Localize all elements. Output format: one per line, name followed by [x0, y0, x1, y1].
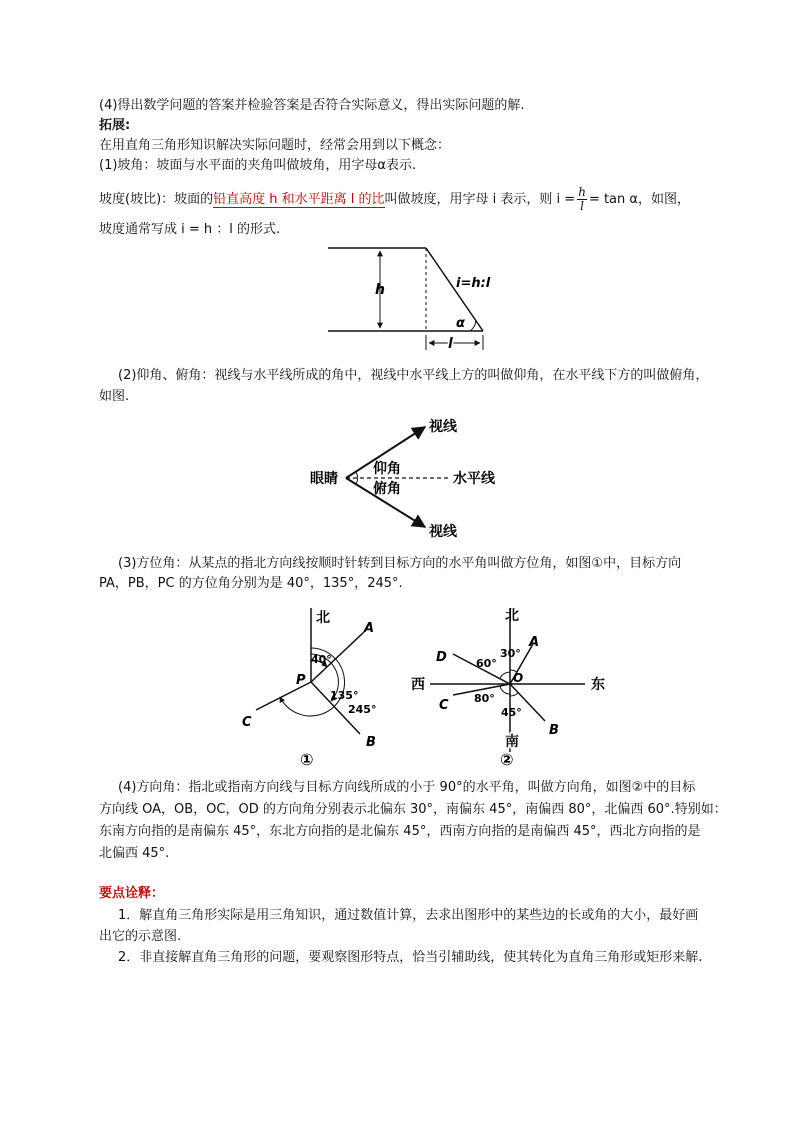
- angle-60-label: 60°: [476, 657, 497, 670]
- alpha-label: α: [456, 316, 465, 331]
- angle-45-label: 45°: [501, 706, 522, 719]
- point-b-label: B: [366, 735, 376, 750]
- fraction-numerator: h: [578, 185, 586, 199]
- slope-fraction: [577, 186, 587, 213]
- south-label: 南: [505, 734, 519, 750]
- origin-o-label: O: [513, 671, 524, 685]
- azimuth-text: (3)方位角：从某点的指北方向线按顺时针转到目标方向的水平角叫做方位角，如图①中，目标方向: [118, 556, 682, 571]
- h-label: h: [375, 282, 385, 298]
- depression-angle-label: 俯角: [373, 481, 401, 497]
- expand-intro: 在用直角三角形知识解决实际问题时，经常会用到以下概念：: [99, 138, 451, 153]
- azimuth-figure-1: [236, 600, 396, 770]
- slope-ratio-text: [99, 186, 690, 213]
- horizontal-label: 水平线: [453, 471, 495, 487]
- direction-text-2: 方向线 OA，OB，OC，OD 的方向角分别表示北偏东 30°，南偏东 45°，南偏西 80°，北偏西 60°.特别如：: [99, 802, 727, 817]
- eye-label: 眼睛: [310, 471, 338, 487]
- point-p-label: P: [296, 673, 306, 688]
- slope-ratio-middle: 叫做坡度，用字母 i 表示，则 i =: [384, 192, 576, 207]
- elevation-angle-label: 仰角: [373, 461, 401, 477]
- point-d-label: D: [436, 650, 447, 665]
- slope-ratio-suffix: = tan α，如图，: [588, 192, 690, 207]
- step-4-text: (4)得出数学问题的答案并检验答案是否符合实际意义，得出实际问题的解.: [99, 98, 525, 113]
- alpha-arc: [470, 320, 476, 331]
- direction-text-3: 东南方向指的是南偏东 45°，东北方向指的是北偏东 45°，西南方向指的是南偏西 45°，西北方向指的是: [99, 824, 701, 839]
- angle-245-label: 245°: [348, 703, 377, 716]
- key-point-1: 1．解直角三角形实际是用三角知识，通过数值计算，去求出图形中的某些边的长或角的大小，最好画: [118, 908, 699, 923]
- l-label: l: [448, 336, 453, 352]
- sight-bottom-label: 视线: [429, 524, 457, 540]
- slope-ratio-line2: 坡度通常写成 i = h ：l 的形式.: [99, 222, 281, 237]
- point-b-label: B: [549, 723, 559, 738]
- sight-top-label: 视线: [429, 419, 457, 435]
- angle-30-label: 30°: [500, 647, 521, 660]
- slope-ratio-highlight: 铅直高度 h 和水平距离 l 的比: [213, 192, 385, 207]
- point-a-label: A: [364, 621, 375, 636]
- arc-60: [500, 672, 510, 678]
- north-label: 北: [505, 608, 519, 624]
- fraction-denominator: l: [580, 199, 584, 213]
- azimuth-text-2: PA，PB，PC 的方位角分别为是 40°，135°，245°.: [99, 576, 403, 591]
- slope-figure: [320, 242, 520, 354]
- slope-ratio-prefix: 坡度(坡比)：坡面的: [99, 192, 214, 207]
- west-label: 西: [411, 677, 425, 693]
- expand-heading: 拓展:: [99, 118, 131, 133]
- direction-text-4: 北偏西 45°.: [99, 846, 170, 861]
- east-label: 东: [591, 677, 605, 693]
- point-a-label: A: [529, 635, 540, 650]
- key-point-1-cont: 出它的示意图.: [99, 929, 182, 944]
- point-c-label: C: [242, 715, 252, 730]
- ratio-label: i=h:l: [456, 276, 491, 291]
- angle-135-label: 135°: [330, 689, 359, 702]
- azimuth-figure-2: [405, 600, 615, 770]
- north-label: 北: [316, 610, 330, 626]
- point-c-label: C: [439, 698, 449, 713]
- elevation-text: (2)仰角、俯角：视线与水平线所成的角中，视线中水平线上方的叫做仰角，在水平线下方的叫做俯角，: [118, 368, 709, 383]
- figure-1-number: ①: [300, 750, 314, 769]
- angle-40-label: 40°: [311, 653, 332, 666]
- figure-2-number: ②: [500, 750, 514, 769]
- arc-80: [500, 686, 510, 694]
- sight-figure: [305, 412, 525, 544]
- angle-80-label: 80°: [474, 692, 495, 705]
- key-points-heading: 要点诠释：: [99, 886, 165, 901]
- direction-text-1: (4)方向角：指北或指南方向线与目标方向线所成的小于 90°的水平角，叫做方向角，如图②中的目标: [118, 780, 696, 795]
- arc-45: [510, 693, 518, 696]
- slope-angle-text: (1)坡角：坡面与水平面的夹角叫做坡角，用字母α表示.: [99, 158, 417, 173]
- key-point-2: 2．非直接解直角三角形的问题，要观察图形特点，恰当引辅助线，使其转化为直角三角形或矩形来解.: [118, 950, 703, 965]
- elevation-text-2: 如图.: [99, 389, 130, 404]
